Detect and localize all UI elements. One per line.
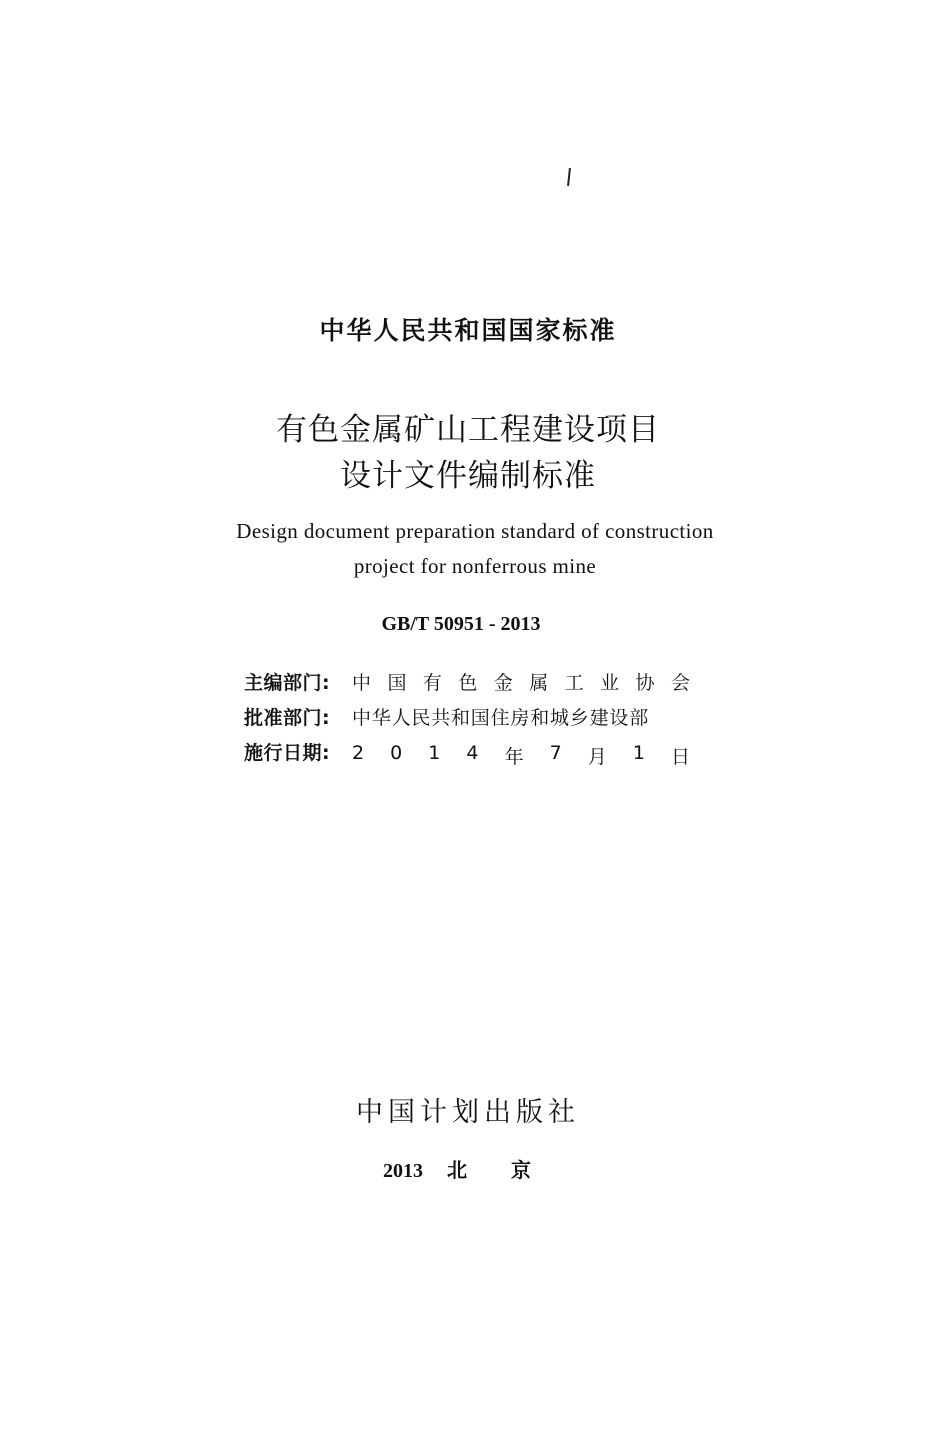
title-cn-line-2: 设计文件编制标准	[340, 458, 596, 494]
title-en-line-1: Design document preparation standard of construction	[236, 519, 714, 543]
approver-value: 中华人民共和国住房和城乡建设部	[352, 707, 650, 729]
editor-char: 色	[458, 672, 478, 694]
approver-label: 批准部门:	[244, 707, 331, 729]
publication-line	[383, 1154, 575, 1183]
date-char: 4	[466, 742, 479, 764]
approver-row	[244, 703, 704, 738]
effective-date-row	[244, 738, 704, 773]
editor-char: 会	[670, 672, 690, 694]
date-char: 日	[670, 746, 690, 768]
date-char: 年	[504, 746, 524, 768]
effective-date-value	[352, 742, 690, 769]
editor-char: 中	[352, 672, 372, 694]
title-cn-line-1: 有色金属矿山工程建设项目	[276, 412, 660, 448]
date-char: 7	[549, 742, 562, 764]
publication-city: 北京	[447, 1158, 575, 1182]
editor-char: 属	[529, 672, 549, 694]
title-en-line-2: project for nonferrous mine	[353, 554, 597, 578]
effective-date-label: 施行日期:	[244, 742, 331, 764]
editor-char: 协	[635, 672, 655, 694]
editor-char: 工	[564, 672, 584, 694]
national-standard-heading: 中华人民共和国国家标准	[319, 316, 617, 345]
editor-char: 金	[493, 672, 513, 694]
date-char: 2	[352, 742, 365, 764]
editor-value	[352, 668, 690, 695]
date-char: 月	[587, 746, 607, 768]
date-char: 1	[428, 742, 441, 764]
stray-mark	[567, 168, 571, 186]
publisher-name: 中国计划出版社	[356, 1097, 580, 1128]
publication-year: 2013	[383, 1160, 423, 1182]
date-char: 1	[632, 742, 645, 764]
editor-label: 主编部门:	[244, 672, 331, 694]
editor-char: 业	[600, 672, 620, 694]
info-block	[244, 668, 704, 773]
standard-code: GB/T 50951 - 2013	[381, 613, 541, 635]
date-char: 0	[390, 742, 403, 764]
editor-char: 国	[387, 672, 407, 694]
editor-row	[244, 668, 704, 703]
editor-char: 有	[422, 672, 442, 694]
